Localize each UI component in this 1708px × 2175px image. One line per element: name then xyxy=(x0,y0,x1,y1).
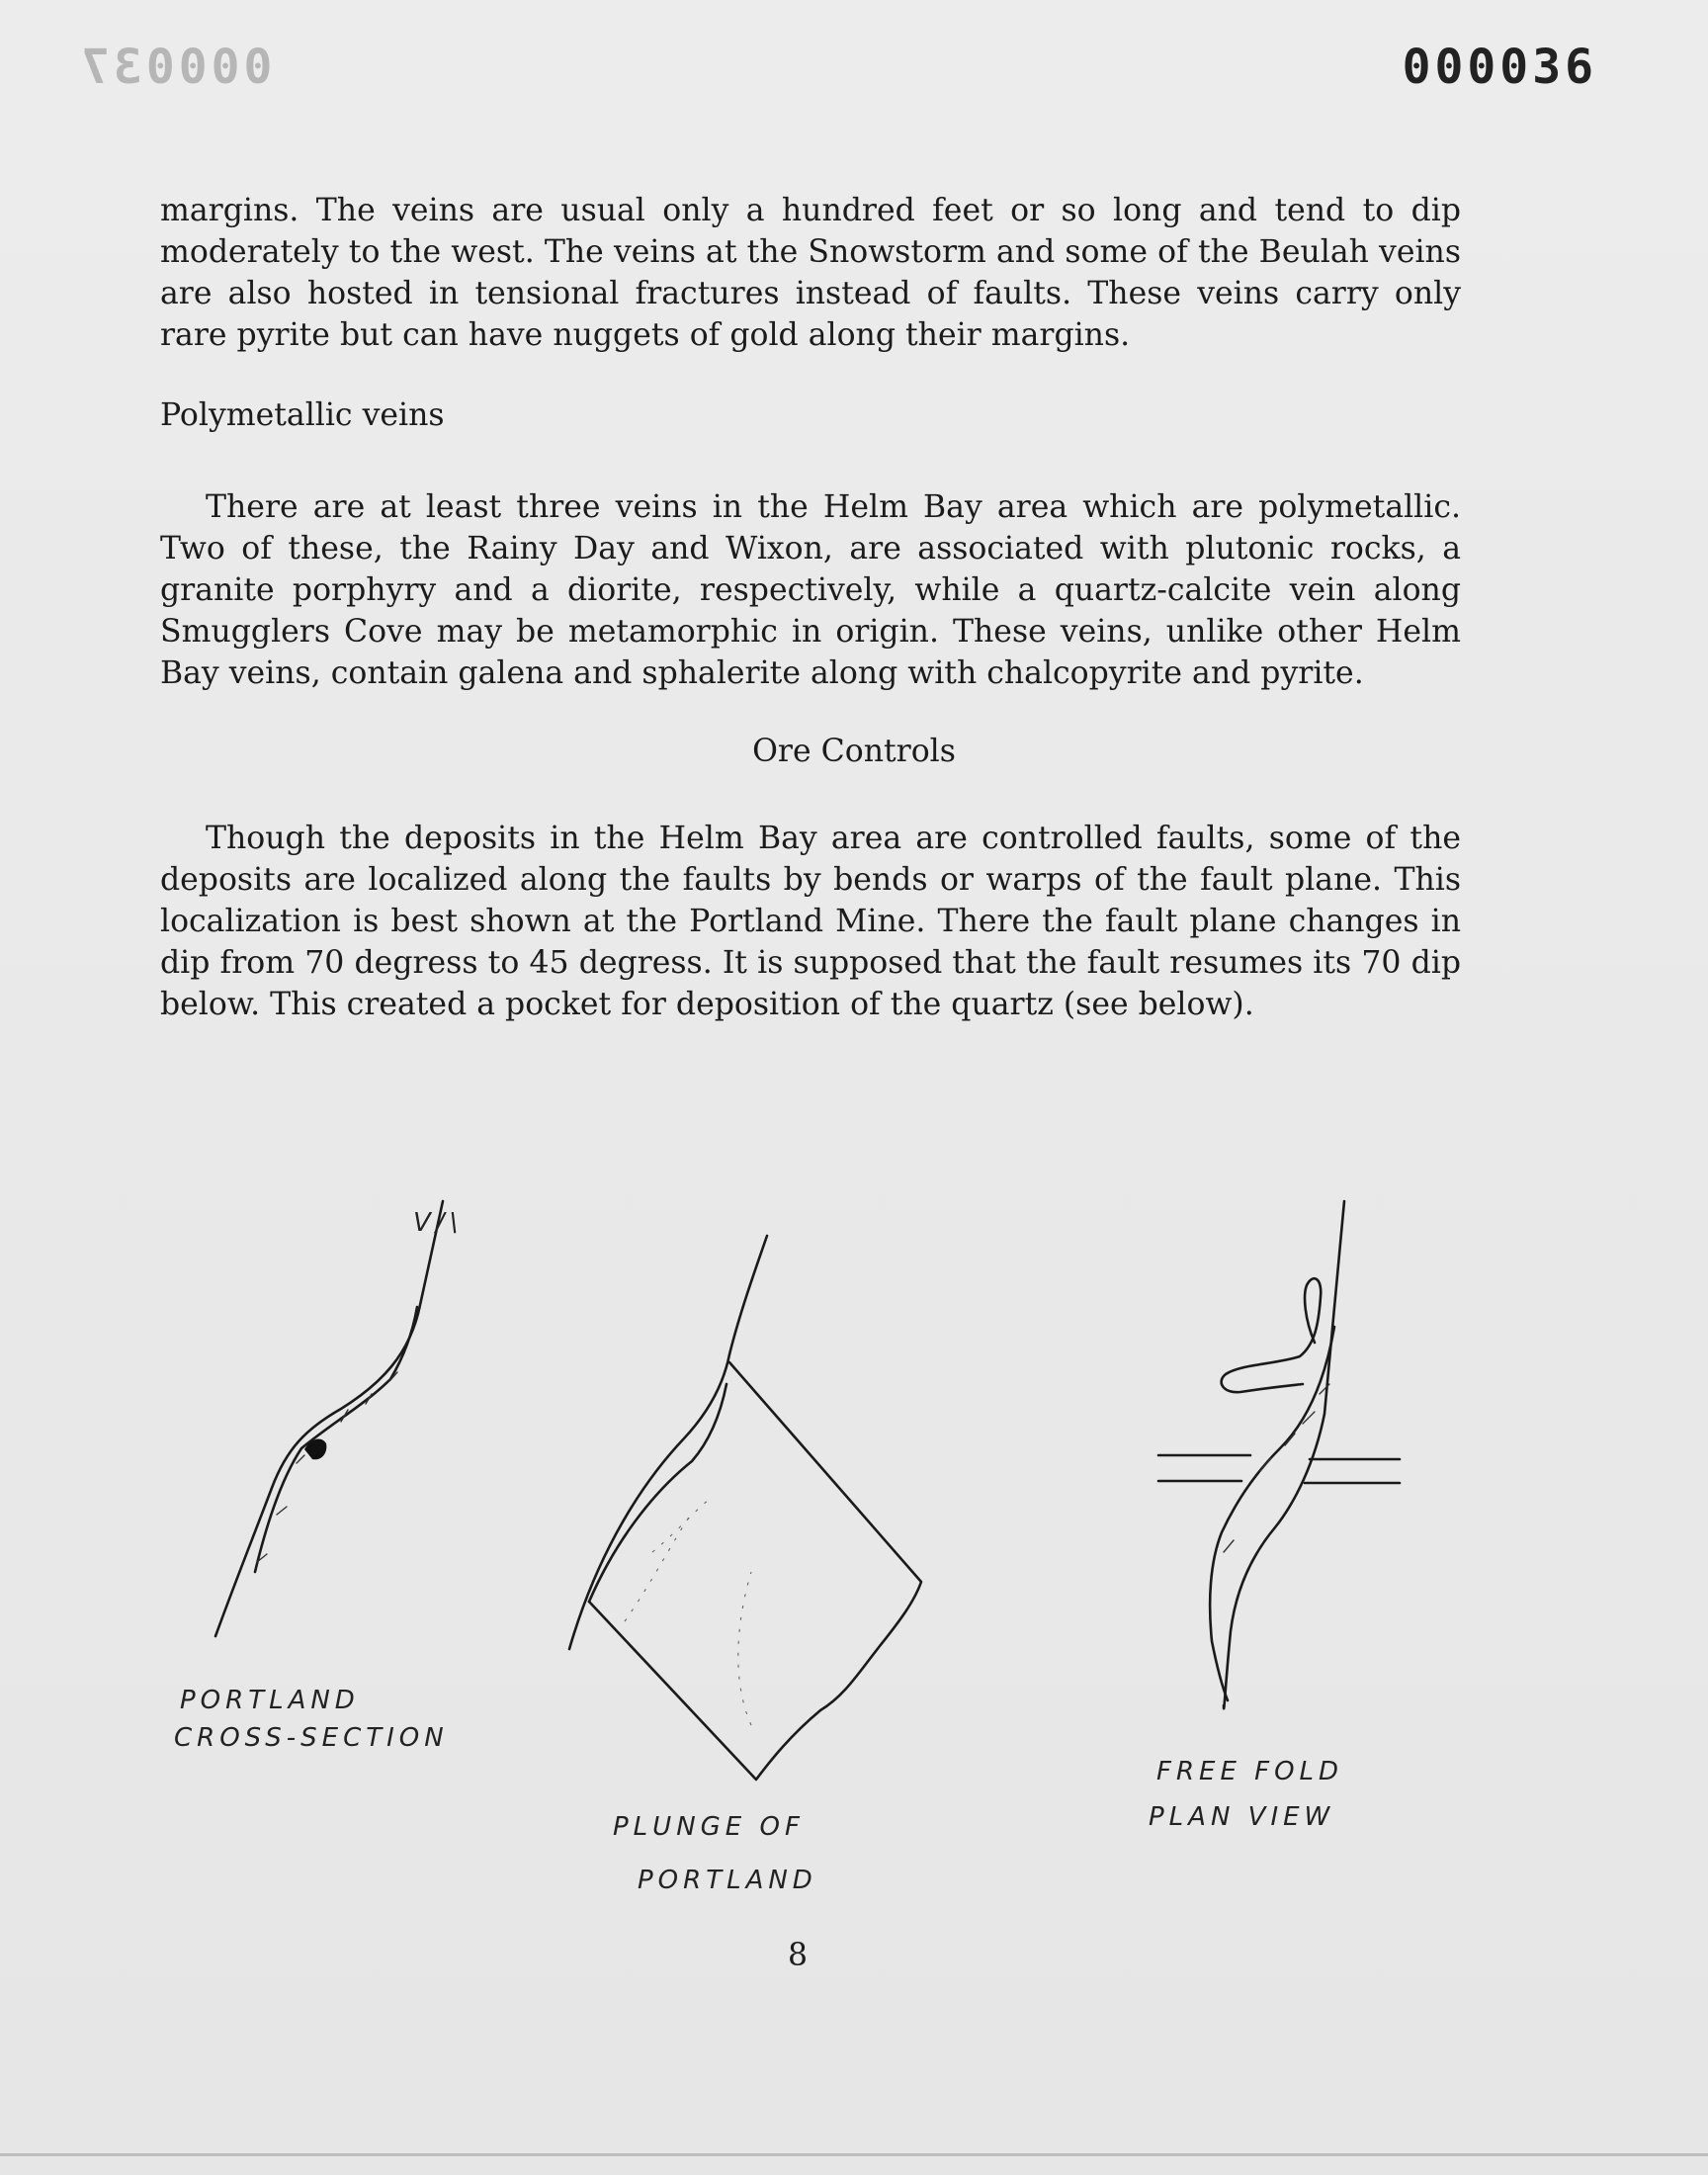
paragraph-polymetallic: There are at least three veins in the Helm Bay area which are polymetallic. Two of these, the Rainy Day and Wixon, are associated with plutonic rocks, a granite porphyry and a diorite, respectively, while a quartz-calcite vein along Smugglers Cove may be metamorphic in origin. These veins, unlike other Helm Bay veins, contain galena and sphalerite along with chalcopyrite and pyrite. xyxy=(160,489,1461,691)
heading-ore-controls: Ore Controls xyxy=(752,734,956,769)
caption-portland: PORTLAND xyxy=(180,1686,360,1715)
portland-cross-section-sketch xyxy=(174,1201,463,1753)
sense-of-motion-arrow-label: V/\ xyxy=(413,1208,464,1238)
paragraph-margins: margins. The veins are usual only a hundred feet or so long and tend to dip moderately to the west. The veins at the Snowstorm and some of the Beulah veins are also hosted in tensional fractures instead of faults. These veins carry only rare pyrite but can have nuggets of gold along their margins. xyxy=(160,193,1461,353)
caption-free-fold: FREE FOLD xyxy=(1156,1757,1344,1786)
caption-plunge-of: PLUNGE OF xyxy=(613,1812,805,1842)
caption-cross-section: CROSS-SECTION xyxy=(174,1723,449,1753)
caption-plan-view: PLAN VIEW xyxy=(1149,1802,1335,1832)
caption-portland-plunge: PORTLAND xyxy=(638,1866,817,1895)
mirrored-page-stamp: 000037 xyxy=(77,40,273,95)
plunge-of-portland-sketch xyxy=(569,1236,921,1895)
heading-polymetallic-veins: Polymetallic veins xyxy=(160,397,445,433)
free-fold-plan-view-sketch xyxy=(1149,1201,1400,1832)
page-stamp: 000036 xyxy=(1402,40,1597,95)
paragraph-ore-controls: Though the deposits in the Helm Bay area are controlled faults, some of the deposits are localized along the faults by bends or warps of the fault plane. This localization is best shown at the Portland Mine. There the fault plane changes in dip from 70 degress to 45 degress. It is supposed that the fault resumes its 70 dip below. This created a pocket for deposition of the quartz (see below). xyxy=(160,821,1461,1022)
page-number: 8 xyxy=(787,1938,809,1973)
scan-bottom-edge xyxy=(0,2153,1708,2156)
